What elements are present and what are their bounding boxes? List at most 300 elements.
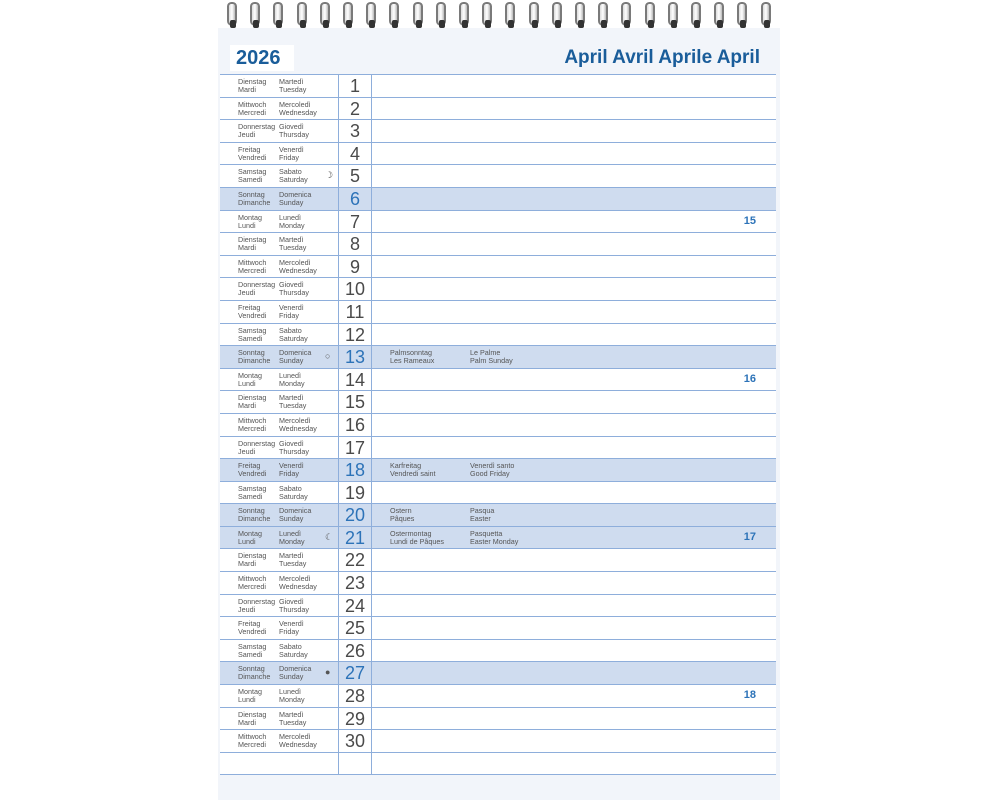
spiral-ring <box>503 0 519 30</box>
weekday-it: Lunedì <box>279 528 301 538</box>
weekday-de-fr <box>238 214 262 230</box>
weekday-fr: Jeudi <box>238 288 256 298</box>
day-number: 12 <box>338 324 372 346</box>
weekday-de: Donnerstag <box>238 122 276 132</box>
spiral-ring <box>318 0 334 30</box>
spiral-ring <box>434 0 450 30</box>
weekday-en: Saturday <box>279 333 308 343</box>
weekday-en: Monday <box>279 220 305 230</box>
weekday-fr: Jeudi <box>238 130 256 140</box>
spiral-ring <box>596 0 612 30</box>
weekday-it-en <box>279 349 311 365</box>
day-number: 19 <box>338 482 372 504</box>
weekday-it: Sabato <box>279 167 302 177</box>
holiday-fr: Les Rameaux <box>390 356 435 366</box>
day-number: 10 <box>338 278 372 300</box>
weekday-en: Monday <box>279 695 305 705</box>
weekday-it-en <box>279 598 309 614</box>
weekday-en: Thursday <box>279 446 309 456</box>
weekday-it: Domenica <box>279 189 312 199</box>
weekday-de: Samstag <box>238 641 267 651</box>
weekday-de-fr <box>238 304 266 320</box>
moon-phase-icon: ○ <box>325 351 331 362</box>
weekday-en: Friday <box>279 152 299 162</box>
weekday-de-fr <box>238 575 266 591</box>
day-number: 15 <box>338 391 372 413</box>
weekday-it-en <box>279 394 306 410</box>
weekday-de: Mittwoch <box>238 257 267 267</box>
weekday-fr: Dimanche <box>238 514 271 524</box>
holiday-de: Palmsonntag <box>390 348 432 358</box>
weekday-de: Sonntag <box>238 506 265 516</box>
weekday-it: Giovedì <box>279 122 304 132</box>
weekday-en: Sunday <box>279 356 304 366</box>
holiday-de-fr <box>390 349 434 365</box>
weekday-de-fr <box>238 327 266 343</box>
day-row[interactable] <box>220 504 776 527</box>
weekday-fr: Jeudi <box>238 604 256 614</box>
weekday-en: Sunday <box>279 197 304 207</box>
day-number: 25 <box>338 617 372 639</box>
weekday-en: Tuesday <box>279 243 307 253</box>
week-number: 17 <box>743 530 756 543</box>
weekday-de: Donnerstag <box>238 438 276 448</box>
weekday-de: Dienstag <box>238 393 267 403</box>
weekday-de: Donnerstag <box>238 596 276 606</box>
weekday-it: Martedì <box>279 393 304 403</box>
weekday-it: Martedì <box>279 77 304 86</box>
spiral-ring <box>457 0 473 30</box>
weekday-it: Martedì <box>279 551 304 561</box>
weekday-fr: Mercredi <box>238 107 266 117</box>
day-number: 7 <box>338 211 372 233</box>
weekday-fr: Samedi <box>238 649 263 659</box>
weekday-en: Friday <box>279 310 299 320</box>
day-number: 16 <box>338 414 372 436</box>
day-row[interactable] <box>220 346 776 369</box>
weekday-fr: Dimanche <box>238 197 271 207</box>
weekday-fr: Mardi <box>238 401 256 411</box>
weekday-it: Domenica <box>279 506 312 516</box>
empty-row <box>220 753 776 775</box>
weekday-it-en <box>279 304 304 320</box>
weekday-en: Thursday <box>279 604 309 614</box>
day-number: 18 <box>338 459 372 481</box>
holiday-it: Venerdì santo <box>470 461 515 471</box>
weekday-de-fr <box>238 485 266 501</box>
spiral-binding <box>225 0 775 30</box>
weekday-it-en <box>279 214 305 230</box>
weekday-it-en <box>279 688 305 704</box>
weekday-it-en <box>279 191 311 207</box>
day-row[interactable] <box>220 369 776 392</box>
weekday-de: Montag <box>238 687 262 697</box>
holiday-de: Karfreitag <box>390 461 422 471</box>
weekday-en: Wednesday <box>279 265 317 275</box>
day-row[interactable] <box>220 662 776 685</box>
weekday-fr: Mardi <box>238 559 256 569</box>
holiday-de-fr <box>390 462 436 478</box>
weekday-en: Friday <box>279 627 299 637</box>
day-number: 5 <box>338 165 372 187</box>
spiral-ring <box>643 0 659 30</box>
day-row[interactable] <box>220 256 776 279</box>
weekday-fr: Samedi <box>238 175 263 185</box>
weekday-de: Sonntag <box>238 348 265 358</box>
weekday-fr: Dimanche <box>238 356 271 366</box>
weekday-de-fr <box>238 78 266 94</box>
weekday-it: Martedì <box>279 709 304 719</box>
weekday-it: Giovedì <box>279 438 304 448</box>
spiral-ring <box>271 0 287 30</box>
day-row[interactable] <box>220 572 776 595</box>
weekday-fr: Mardi <box>238 717 256 727</box>
day-row[interactable] <box>220 595 776 618</box>
holiday-en: Easter Monday <box>470 536 519 546</box>
weekday-it-en <box>279 236 306 252</box>
weekday-de: Samstag <box>238 325 267 335</box>
holiday-de-fr <box>390 530 444 546</box>
day-row[interactable] <box>220 278 776 301</box>
weekday-de: Dienstag <box>238 551 267 561</box>
weekday-fr: Lundi <box>238 220 256 230</box>
spiral-ring <box>619 0 635 30</box>
weekday-en: Tuesday <box>279 401 307 411</box>
weekday-en: Monday <box>279 378 305 388</box>
day-row[interactable] <box>220 143 776 166</box>
weekday-de: Montag <box>238 528 262 538</box>
weekday-it-en <box>279 78 306 94</box>
weekday-it: Venerdì <box>279 144 304 154</box>
weekday-de-fr <box>238 191 270 207</box>
day-row[interactable] <box>220 685 776 708</box>
weekday-it-en <box>279 146 304 162</box>
weekday-it: Giovedì <box>279 280 304 290</box>
day-number: 14 <box>338 369 372 391</box>
day-number: 21 <box>338 527 372 549</box>
weekday-fr: Dimanche <box>238 672 271 682</box>
weekday-en: Saturday <box>279 175 308 185</box>
day-row[interactable] <box>220 617 776 640</box>
weekday-de-fr <box>238 168 266 184</box>
weekday-de-fr <box>238 394 266 410</box>
weekday-de-fr <box>238 665 270 681</box>
day-row[interactable] <box>220 482 776 505</box>
weekday-it-en <box>279 620 304 636</box>
weekday-it: Martedì <box>279 235 304 245</box>
weekday-de: Mittwoch <box>238 732 267 742</box>
day-number: 26 <box>338 640 372 662</box>
weekday-de: Freitag <box>238 619 261 629</box>
weekday-en: Sunday <box>279 514 304 524</box>
holiday-en: Easter <box>470 514 491 524</box>
weekday-it: Mercoledì <box>279 257 311 267</box>
weekday-de-fr <box>238 462 266 478</box>
weekday-it-en <box>279 417 317 433</box>
day-number: 11 <box>338 301 372 323</box>
weekday-fr: Lundi <box>238 695 256 705</box>
week-number: 18 <box>743 689 756 702</box>
weekday-de: Dienstag <box>238 709 267 719</box>
holiday-fr: Vendredi saint <box>390 469 436 479</box>
spiral-ring <box>550 0 566 30</box>
weekday-de: Mittwoch <box>238 99 267 109</box>
weekday-de-fr <box>238 598 275 614</box>
week-number: 15 <box>743 214 756 227</box>
weekday-de: Dienstag <box>238 235 267 245</box>
weekday-fr: Vendredi <box>238 310 267 320</box>
weekday-de-fr <box>238 281 275 297</box>
day-number: 28 <box>338 685 372 707</box>
weekday-it: Lunedì <box>279 687 301 697</box>
weekday-en: Wednesday <box>279 582 317 592</box>
weekday-de-fr <box>238 349 270 365</box>
day-row[interactable] <box>220 188 776 211</box>
weekday-it: Sabato <box>279 325 302 335</box>
weekday-it: Lunedì <box>279 212 301 222</box>
weekday-it-en <box>279 327 308 343</box>
weekday-fr: Vendredi <box>238 152 267 162</box>
spiral-ring <box>759 0 775 30</box>
day-row[interactable] <box>220 75 776 98</box>
weekday-it: Venerdì <box>279 619 304 629</box>
spiral-ring <box>248 0 264 30</box>
weekday-en: Wednesday <box>279 423 317 433</box>
holiday-it-en <box>470 530 518 546</box>
weekday-de-fr <box>238 711 266 727</box>
weekday-de: Sonntag <box>238 664 265 674</box>
spiral-ring <box>480 0 496 30</box>
weekday-it: Venerdì <box>279 302 304 312</box>
day-row[interactable] <box>220 211 776 234</box>
weekday-fr: Mercredi <box>238 582 266 592</box>
weekday-it: Domenica <box>279 664 312 674</box>
weekday-fr: Mardi <box>238 85 256 94</box>
day-row[interactable] <box>220 414 776 437</box>
day-row[interactable] <box>220 98 776 121</box>
weekday-en: Sunday <box>279 672 304 682</box>
weekday-de-fr <box>238 733 266 749</box>
weekday-fr: Samedi <box>238 491 263 501</box>
month-title: April Avril Aprile April <box>564 47 760 68</box>
weekday-fr: Mardi <box>238 243 256 253</box>
weekday-de-fr <box>238 688 262 704</box>
weekday-fr: Vendredi <box>238 469 267 479</box>
day-number: 9 <box>338 256 372 278</box>
weekday-fr: Samedi <box>238 333 263 343</box>
weekday-de: Sonntag <box>238 189 265 199</box>
weekday-de: Mittwoch <box>238 574 267 584</box>
weekday-de-fr <box>238 620 266 636</box>
holiday-it: Pasquetta <box>470 528 503 538</box>
day-number: 1 <box>338 75 372 97</box>
spiral-ring <box>735 0 751 30</box>
weekday-it: Domenica <box>279 348 312 358</box>
day-row[interactable] <box>220 459 776 482</box>
weekday-de-fr <box>238 101 266 117</box>
weekday-it-en <box>279 552 306 568</box>
weekday-it-en <box>279 665 311 681</box>
holiday-it: Pasqua <box>470 506 495 516</box>
weekday-it-en <box>279 440 309 456</box>
weekday-it: Sabato <box>279 483 302 493</box>
spiral-ring <box>364 0 380 30</box>
day-number: 3 <box>338 120 372 142</box>
weekday-it: Mercoledì <box>279 99 311 109</box>
day-grid <box>220 74 776 775</box>
year-label: 2026 <box>230 45 294 71</box>
day-row[interactable] <box>220 324 776 347</box>
weekday-de-fr <box>238 440 275 456</box>
day-row[interactable] <box>220 301 776 324</box>
weekday-fr: Mercredi <box>238 740 266 750</box>
holiday-it-en <box>470 349 513 365</box>
weekday-it-en <box>279 123 309 139</box>
weekday-en: Wednesday <box>279 107 317 117</box>
weekday-de-fr <box>238 530 262 546</box>
weekday-it: Lunedì <box>279 370 301 380</box>
day-number: 24 <box>338 595 372 617</box>
weekday-it: Giovedì <box>279 596 304 606</box>
weekday-en: Thursday <box>279 130 309 140</box>
weekday-en: Wednesday <box>279 740 317 750</box>
day-number: 13 <box>338 346 372 368</box>
weekday-de: Samstag <box>238 167 267 177</box>
holiday-it-en <box>470 507 494 523</box>
weekday-en: Saturday <box>279 649 308 659</box>
day-number-empty <box>338 753 372 774</box>
day-row[interactable] <box>220 165 776 188</box>
holiday-de: Ostern <box>390 506 412 516</box>
weekday-de-fr <box>238 643 266 659</box>
weekday-de-fr <box>238 146 266 162</box>
moon-phase-icon: ☾ <box>325 531 334 542</box>
weekday-de: Montag <box>238 370 262 380</box>
holiday-de: Ostermontag <box>390 528 432 538</box>
spiral-ring <box>225 0 241 30</box>
weekday-en: Saturday <box>279 491 308 501</box>
spiral-ring <box>573 0 589 30</box>
day-number: 8 <box>338 233 372 255</box>
spiral-ring <box>689 0 705 30</box>
weekday-it: Mercoledì <box>279 732 311 742</box>
weekday-it-en <box>279 168 308 184</box>
weekday-it-en <box>279 485 308 501</box>
holiday-de-fr <box>390 507 414 523</box>
holiday-fr: Pâques <box>390 514 415 524</box>
weekday-en: Tuesday <box>279 85 307 94</box>
day-number: 20 <box>338 504 372 526</box>
spiral-ring <box>295 0 311 30</box>
day-row[interactable] <box>220 233 776 256</box>
weekday-fr: Vendredi <box>238 627 267 637</box>
weekday-it-en <box>279 281 309 297</box>
weekday-de-fr <box>238 417 266 433</box>
day-row[interactable] <box>220 730 776 753</box>
day-row[interactable] <box>220 120 776 143</box>
holiday-it-en <box>470 462 514 478</box>
weekday-de: Mittwoch <box>238 415 267 425</box>
weekday-de: Freitag <box>238 144 261 154</box>
day-number: 27 <box>338 662 372 684</box>
weekday-de: Dienstag <box>238 77 267 86</box>
weekday-it: Venerdì <box>279 461 304 471</box>
weekday-de: Montag <box>238 212 262 222</box>
day-row[interactable] <box>220 527 776 550</box>
spiral-ring <box>666 0 682 30</box>
weekday-en: Friday <box>279 469 299 479</box>
spiral-ring <box>527 0 543 30</box>
holiday-en: Good Friday <box>470 469 510 479</box>
weekday-en: Thursday <box>279 288 309 298</box>
spiral-ring <box>712 0 728 30</box>
spiral-ring <box>341 0 357 30</box>
weekday-fr: Lundi <box>238 378 256 388</box>
weekday-it: Mercoledì <box>279 415 311 425</box>
holiday-en: Palm Sunday <box>470 356 513 366</box>
day-number: 17 <box>338 437 372 459</box>
weekday-fr: Mercredi <box>238 265 266 275</box>
holiday-fr: Lundi de Pâques <box>390 536 444 546</box>
calendar-page <box>218 28 780 800</box>
week-number: 16 <box>743 372 756 385</box>
day-number: 4 <box>338 143 372 165</box>
day-row[interactable] <box>220 391 776 414</box>
weekday-en: Monday <box>279 536 305 546</box>
spiral-ring <box>411 0 427 30</box>
weekday-it-en <box>279 711 306 727</box>
day-row[interactable] <box>220 437 776 460</box>
weekday-de: Samstag <box>238 483 267 493</box>
day-row[interactable] <box>220 640 776 663</box>
weekday-it: Mercoledì <box>279 574 311 584</box>
weekday-de: Freitag <box>238 461 261 471</box>
weekday-de-fr <box>238 123 275 139</box>
day-row[interactable] <box>220 549 776 572</box>
weekday-fr: Jeudi <box>238 446 256 456</box>
weekday-it-en <box>279 101 317 117</box>
weekday-de: Freitag <box>238 302 261 312</box>
weekday-it-en <box>279 643 308 659</box>
weekday-it-en <box>279 372 305 388</box>
weekday-it-en <box>279 575 317 591</box>
weekday-it-en <box>279 259 317 275</box>
weekday-en: Tuesday <box>279 717 307 727</box>
holiday-it: Le Palme <box>470 348 501 358</box>
weekday-it-en <box>279 733 317 749</box>
moon-phase-icon: ☽ <box>325 170 334 181</box>
weekday-fr: Mercredi <box>238 423 266 433</box>
day-row[interactable] <box>220 708 776 731</box>
weekday-it-en <box>279 462 304 478</box>
weekday-de-fr <box>238 507 270 523</box>
spiral-ring <box>387 0 403 30</box>
weekday-de-fr <box>238 236 266 252</box>
weekday-it-en <box>279 507 311 523</box>
weekday-en: Tuesday <box>279 559 307 569</box>
weekday-it-en <box>279 530 305 546</box>
weekday-de: Donnerstag <box>238 280 276 290</box>
weekday-de-fr <box>238 259 266 275</box>
day-number: 2 <box>338 98 372 120</box>
day-number: 23 <box>338 572 372 594</box>
weekday-fr: Lundi <box>238 536 256 546</box>
day-number: 29 <box>338 708 372 730</box>
moon-phase-icon: ● <box>325 667 331 678</box>
day-number: 30 <box>338 730 372 752</box>
day-number: 6 <box>338 188 372 210</box>
weekday-de-fr <box>238 552 266 568</box>
